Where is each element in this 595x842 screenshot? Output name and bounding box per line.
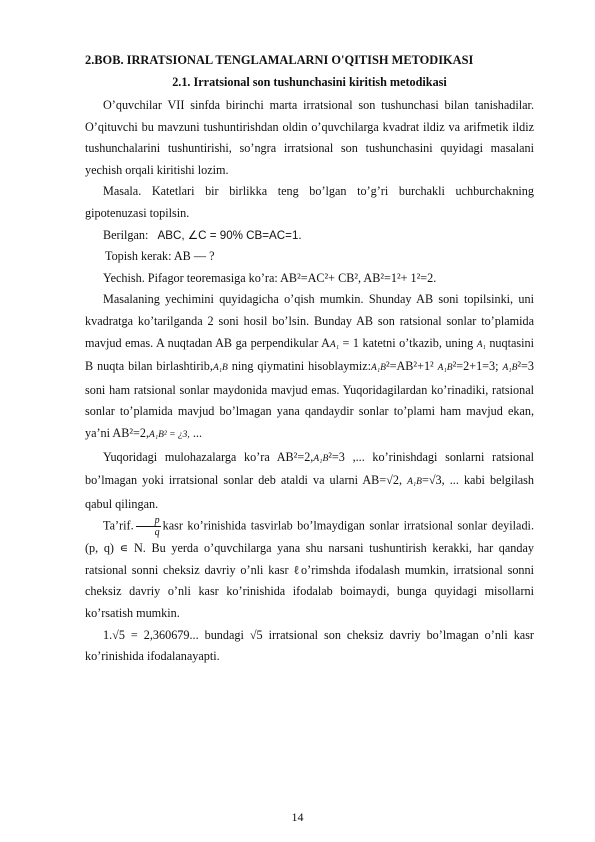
text-run: ²=2+1=3; (452, 359, 503, 374)
given-line (85, 225, 534, 247)
example-paragraph: 1.√5 = 2,360679... bundagi √5 irratsional son cheksiz davriy bo’lmagan o’nli kasr ko’rinishida ifodalanayapti. (85, 627, 534, 664)
section-heading: 2.1. Irratsional son tushunchasini kiritish metodikasi (172, 75, 447, 89)
fraction-p-over-q (136, 515, 161, 538)
math-a1b: A₁B (502, 363, 518, 374)
text-run: ²=AB²+1² (385, 359, 438, 374)
text-run: =√3, ... kabi belgilash qabul qilingan. (85, 473, 535, 511)
math-a1b: A₁B (313, 453, 329, 464)
math-a1b: A₁B (407, 477, 422, 488)
explanation-paragraph (85, 289, 534, 446)
definition-paragraph (85, 515, 534, 624)
text-run: ... (189, 425, 202, 440)
math-a1: A₁ (329, 339, 339, 350)
math-a1b: A₁B (371, 363, 386, 374)
text-run: Yuqoridagi mulohazalarga ko’ra AB²=2, (103, 449, 314, 464)
chapter-heading: 2.BOB. IRRATSIONAL TENGLAMALARNI O'QITISH METODIKASI (85, 53, 474, 67)
intro-paragraph: O’quvchilar VII sinfda birinchi marta irratsional son tushunchasi bilan tanishadilar. O’qituvchi bu mavzuni tushuntirishdan oldin o’quvchilarga kvadrat ildiz va arifmetik ildiz tushunchalarini tushuntirishi, so’ngra irratsional son tushunchasini quyidagi masalani yechish orqali kiritishi lozim. (85, 98, 534, 177)
text-run: = 1 katetni o’tkazib, uning (339, 335, 477, 350)
find-line: Topish kerak: AB — ? (105, 249, 215, 264)
math-a1b: A₁B (212, 363, 228, 374)
irrational-paragraph (85, 447, 534, 516)
given-value: ABC, ∠C = 90% CB=AC=1. (157, 228, 302, 242)
text-run: Masalaning yechimini quyidagicha o’qish mumkin. Shunday AB soni topilsinki, uni kvadratga ko’tarilganda 2 soni hosil bo’lsin. Bunday AB son ratsional sonlar to’plamida mavjud emas. A nuqtadan AB ga perpendikular A (85, 292, 534, 350)
problem-paragraph: Masala. Katetlari bir birlikka teng bo’lgan to’g’ri burchakli uchburchakning gipotenuzasi topilsin. (85, 184, 534, 220)
math-a1b: A₁B (437, 363, 453, 374)
page-number: 14 (291, 810, 304, 824)
math-a1b-squared: A₁B² = ¿3, (149, 429, 190, 440)
text-run: nuqtasini B nuqta bilan birlashtirib, (85, 335, 535, 374)
text-run: Ta’rif. (103, 518, 134, 533)
fraction-denominator: q (154, 527, 160, 539)
text-run: ²=3 ,... ko’rinishdagi sonlarni ratsional bo’lmagan yoki irratsional sonlar deb ataldi va ularni AB=√2, (85, 449, 534, 488)
document-page (85, 52, 534, 668)
solution-line: Yechish. Pifagor teoremasiga ko’ra: AB²=AC²+ CB², AB²=1²+ 1²=2. (103, 270, 437, 285)
math-a1: A₁ (476, 339, 486, 350)
text-run: ²=3 soni ham ratsional sonlar maydonida mavjud emas. Yuqoridagilardan ko’rinadiki, ratsional sonlar to’plamida mavjud bo’lmagan yana qandaydir sonlar to’plami ham mavjud ekan, ya’ni AB²=2, (85, 359, 535, 440)
text-run: kasr ko’rinishida tasvirlab bo’lmaydigan sonlar irratsional sonlar deyiladi. (p, q) ∊ N. Bu yerda o’quvchilarga yana shu narsani tushuntirish kerakki, har qanday ratsional sonni cheksiz davriy o’nli kasr ℓo’rimshda ifodalash mumkin, irratsional sonni cheksiz davriy o’nli kasr ko’rinishida ifodalab boimaydi, bunga quyidagi misollarni ko’rsatish mumkin. (85, 518, 534, 621)
fraction-numerator: p (136, 515, 161, 527)
given-label: Berilgan: (103, 227, 149, 242)
text-run: ning qiymatini hisoblaymiz: (227, 359, 372, 374)
